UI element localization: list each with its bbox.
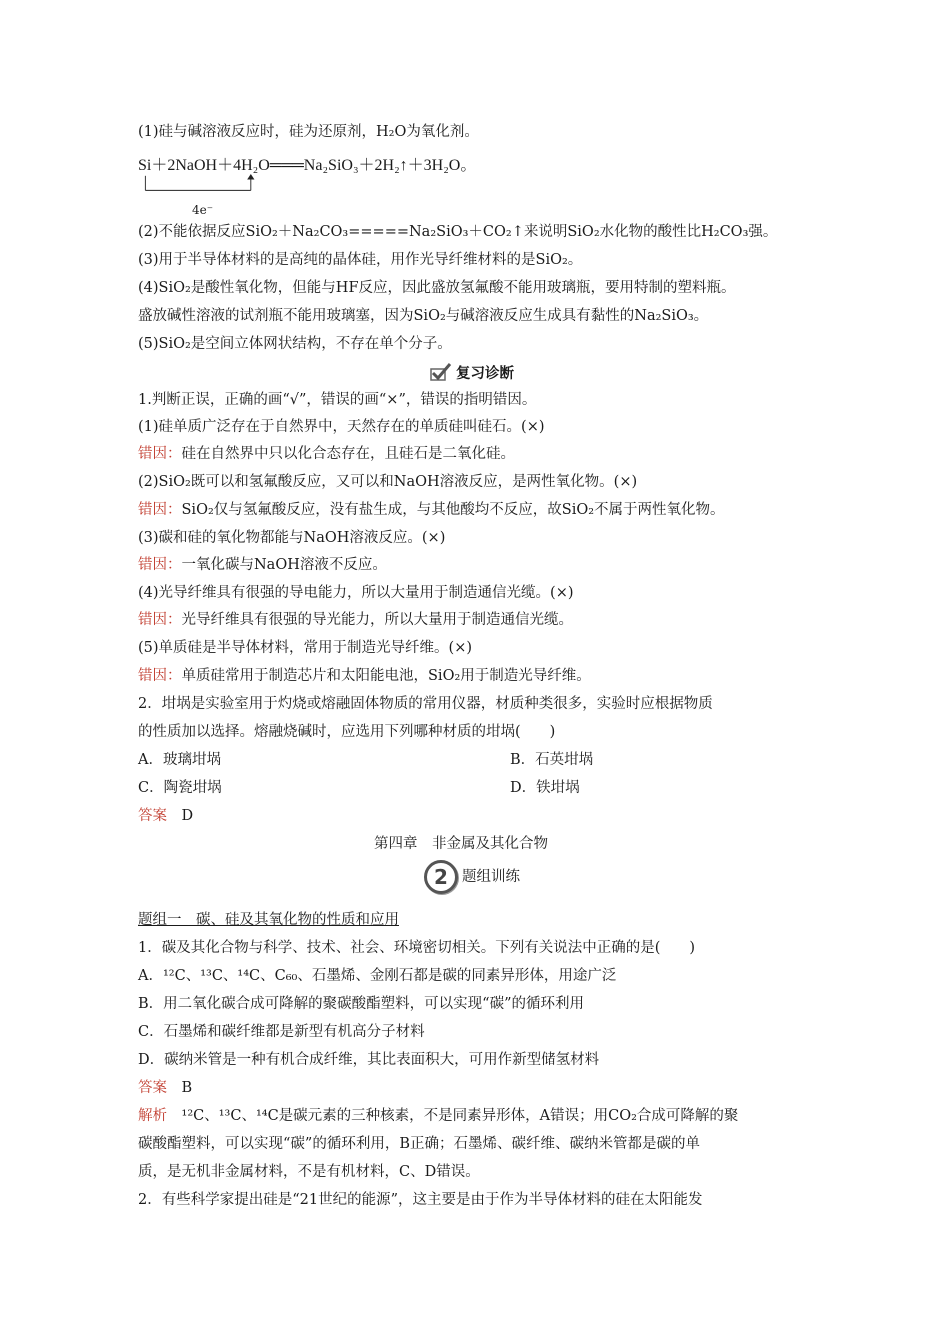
item-1: (1)硅单质广泛存在于自然界中，天然存在的单质硅叫硅石。(×) — [138, 419, 545, 435]
reason-4: 错因：光导纤维具有很强的导光能力，所以大量用于制造通信光缆。 — [138, 612, 573, 628]
reason-1: 错因：硅在自然界中只以化合态存在，且硅石是二氧化硅。 — [138, 446, 515, 462]
explanation-1: 解析 ¹²C、¹³C、¹⁴C是碳元素的三种核素，不是同素异形体，A错误；用CO₂合成可降解的聚 — [138, 1108, 739, 1124]
note-4a: (4)SiO₂是酸性氧化物，但能与HF反应，因此盛放氢氟酸不能用玻璃瓶，要用特制的塑料瓶。 — [138, 280, 736, 296]
training-answer: 答案 B — [138, 1080, 193, 1096]
item-3: (3)碳和硅的氧化物都能与NaOH溶液反应。(×) — [138, 530, 446, 546]
explanation-3: 质，是无机非金属材料，不是有机材料，C、D错误。 — [138, 1164, 480, 1180]
explanation-2: 碳酸酯塑料，可以实现“碳”的循环利用，B正确；石墨烯、碳纤维、碳纳米管都是碳的单 — [138, 1136, 700, 1152]
note-5: (5)SiO₂是空间立体网状结构，不存在单个分子。 — [138, 336, 452, 352]
group-title: 题组训练 — [462, 869, 520, 885]
review-heading — [430, 362, 514, 383]
training-d: D．碳纳米管是一种有机合成纤维，其比表面积大，可用作新型储氢材料 — [138, 1052, 600, 1068]
item-2: (2)SiO₂既可以和氢氟酸反应，又可以和NaOH溶液反应，是两性氧化物。(×) — [138, 474, 638, 490]
option-a: A．玻璃坩埚 — [138, 752, 221, 768]
training-q2: 2．有些科学家提出硅是“21世纪的能源”，这主要是由于作为半导体材料的硅在太阳能发 — [138, 1192, 703, 1208]
check-icon — [430, 363, 452, 381]
reason-3: 错因：一氧化碳与NaOH溶液不反应。 — [138, 557, 387, 573]
number-badge: 2 — [424, 860, 458, 894]
note-1: (1)硅与碱溶液反应时，硅为还原剂，H₂O为氧化剂。 — [138, 124, 479, 140]
option-d: D．铁坩埚 — [510, 780, 580, 796]
reason-2: 错因：SiO₂仅与氢氟酸反应，没有盐生成，与其他酸均不反应，故SiO₂不属于两性氧化物。 — [138, 502, 725, 518]
training-q1: 1．碳及其化合物与科学、技术、社会、环境密切相关。下列有关说法中正确的是( ) — [138, 940, 696, 956]
note-4b: 盛放碱性溶液的试剂瓶不能用玻璃塞，因为SiO₂与碱溶液反应生成具有黏性的Na₂SiO₃。 — [138, 308, 709, 324]
equation: Si＋2NaOH＋4H₂O═══Na₂SiO₃＋2H₂↑＋3H₂O。 — [138, 157, 477, 174]
option-b: B．石英坩埚 — [510, 752, 594, 768]
note-3: (3)用于半导体材料的是高纯的晶体硅，用作光导纤维材料的是SiO₂。 — [138, 252, 583, 268]
reason-5: 错因：单质硅常用于制造芯片和太阳能电池，SiO₂用于制造光导纤维。 — [138, 668, 591, 684]
answer-1: 答案 D — [138, 808, 194, 824]
question-2a: 2．坩埚是实验室用于灼烧或熔融固体物质的常用仪器，材质种类很多，实验时应根据物质 — [138, 696, 713, 712]
training-b: B．用二氧化碳合成可降解的聚碳酸酯塑料，可以实现“碳”的循环利用 — [138, 996, 584, 1012]
training-a: A．¹²C、¹³C、¹⁴C、C₆₀、石墨烯、金刚石都是碳的同素异形体，用途广泛 — [138, 968, 617, 984]
question-2b: 的性质加以选择。熔融烧碱时，应选用下列哪种材质的坩埚( ) — [138, 724, 556, 740]
option-c: C．陶瓷坩埚 — [138, 780, 222, 796]
chapter-title: 第四章 非金属及其化合物 — [374, 836, 548, 852]
group-heading — [424, 860, 520, 894]
review-title: 复习诊断 — [456, 365, 514, 382]
item-4: (4)光导纤维具有很强的导电能力，所以大量用于制造通信光缆。(×) — [138, 585, 574, 601]
note-2: (2)不能依据反应SiO₂＋Na₂CO₃=====Na₂SiO₃＋CO₂↑来说明SiO₂水化物的酸性比H₂CO₃强。 — [138, 224, 778, 240]
item-5: (5)单质硅是半导体材料，常用于制造光导纤维。(×) — [138, 640, 473, 656]
training-c: C．石墨烯和碳纤维都是新型有机高分子材料 — [138, 1024, 425, 1040]
question-1: 1.判断正误，正确的画“√”，错误的画“×”，错误的指明错因。 — [138, 392, 537, 408]
electron-transfer-arrow — [138, 174, 260, 194]
electron-count: 4e⁻ — [192, 203, 214, 217]
group1-title: 题组一 碳、硅及其氧化物的性质和应用 — [138, 912, 399, 928]
